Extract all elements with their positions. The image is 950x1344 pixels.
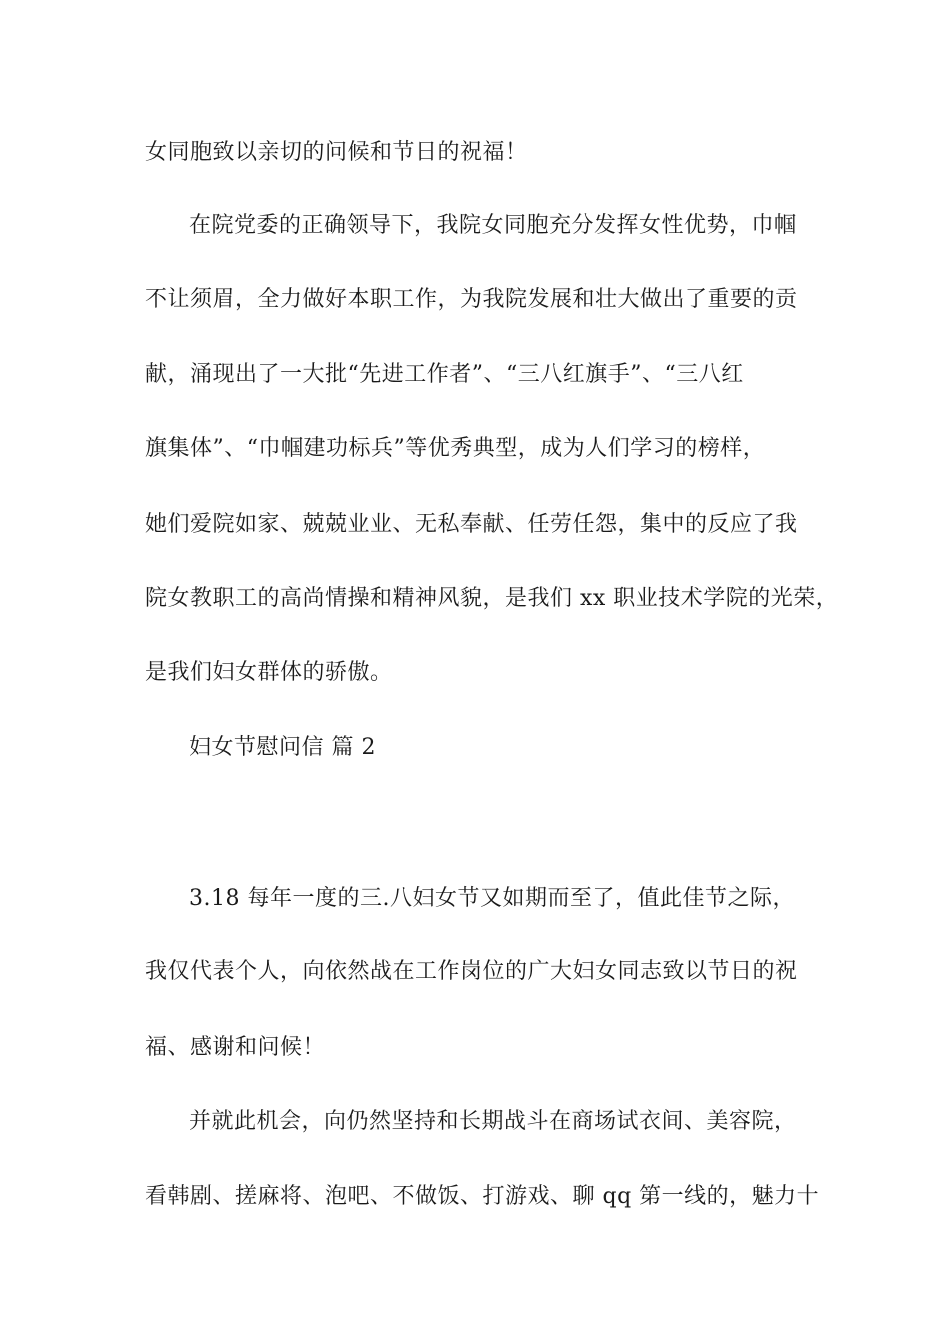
text-line: 她们爱院如家、兢兢业业、无私奉献、任劳任怨，集中的反应了我 bbox=[145, 512, 798, 537]
paragraph-start-line: 并就此机会，向仍然坚持和长期战斗在商场试衣间、美容院， bbox=[189, 1109, 797, 1134]
paragraph-start-line: 3.18 每年一度的三.八妇女节又如期而至了，值此佳节之际， bbox=[189, 886, 795, 911]
paragraph-start-line: 在院党委的正确领导下，我院女同胞充分发挥女性优势，巾帼 bbox=[189, 213, 797, 238]
text-line: 福、感谢和问候！ bbox=[145, 1035, 326, 1060]
text-line: 旗集体”、“巾帼建功标兵”等优秀典型，成为人们学习的榜样， bbox=[145, 436, 766, 461]
text-line: 不让须眉，全力做好本职工作，为我院发展和壮大做出了重要的贡 bbox=[145, 287, 798, 312]
section-heading: 妇女节慰问信 篇 2 bbox=[189, 735, 376, 760]
text-line: 女同胞致以亲切的问候和节日的祝福！ bbox=[145, 140, 528, 165]
text-line: 献，涌现出了一大批“先进工作者”、“三八红旗手”、“三八红 bbox=[145, 362, 744, 387]
text-line: 院女教职工的高尚情操和精神风貌，是我们 xx 职业技术学院的光荣， bbox=[145, 586, 839, 611]
text-line: 是我们妇女群体的骄傲。 bbox=[145, 660, 393, 685]
text-line: 我仅代表个人，向依然战在工作岗位的广大妇女同志致以节日的祝 bbox=[145, 959, 798, 984]
text-line: 看韩剧、搓麻将、泡吧、不做饭、打游戏、聊 qq 第一线的，魅力十 bbox=[145, 1184, 820, 1209]
